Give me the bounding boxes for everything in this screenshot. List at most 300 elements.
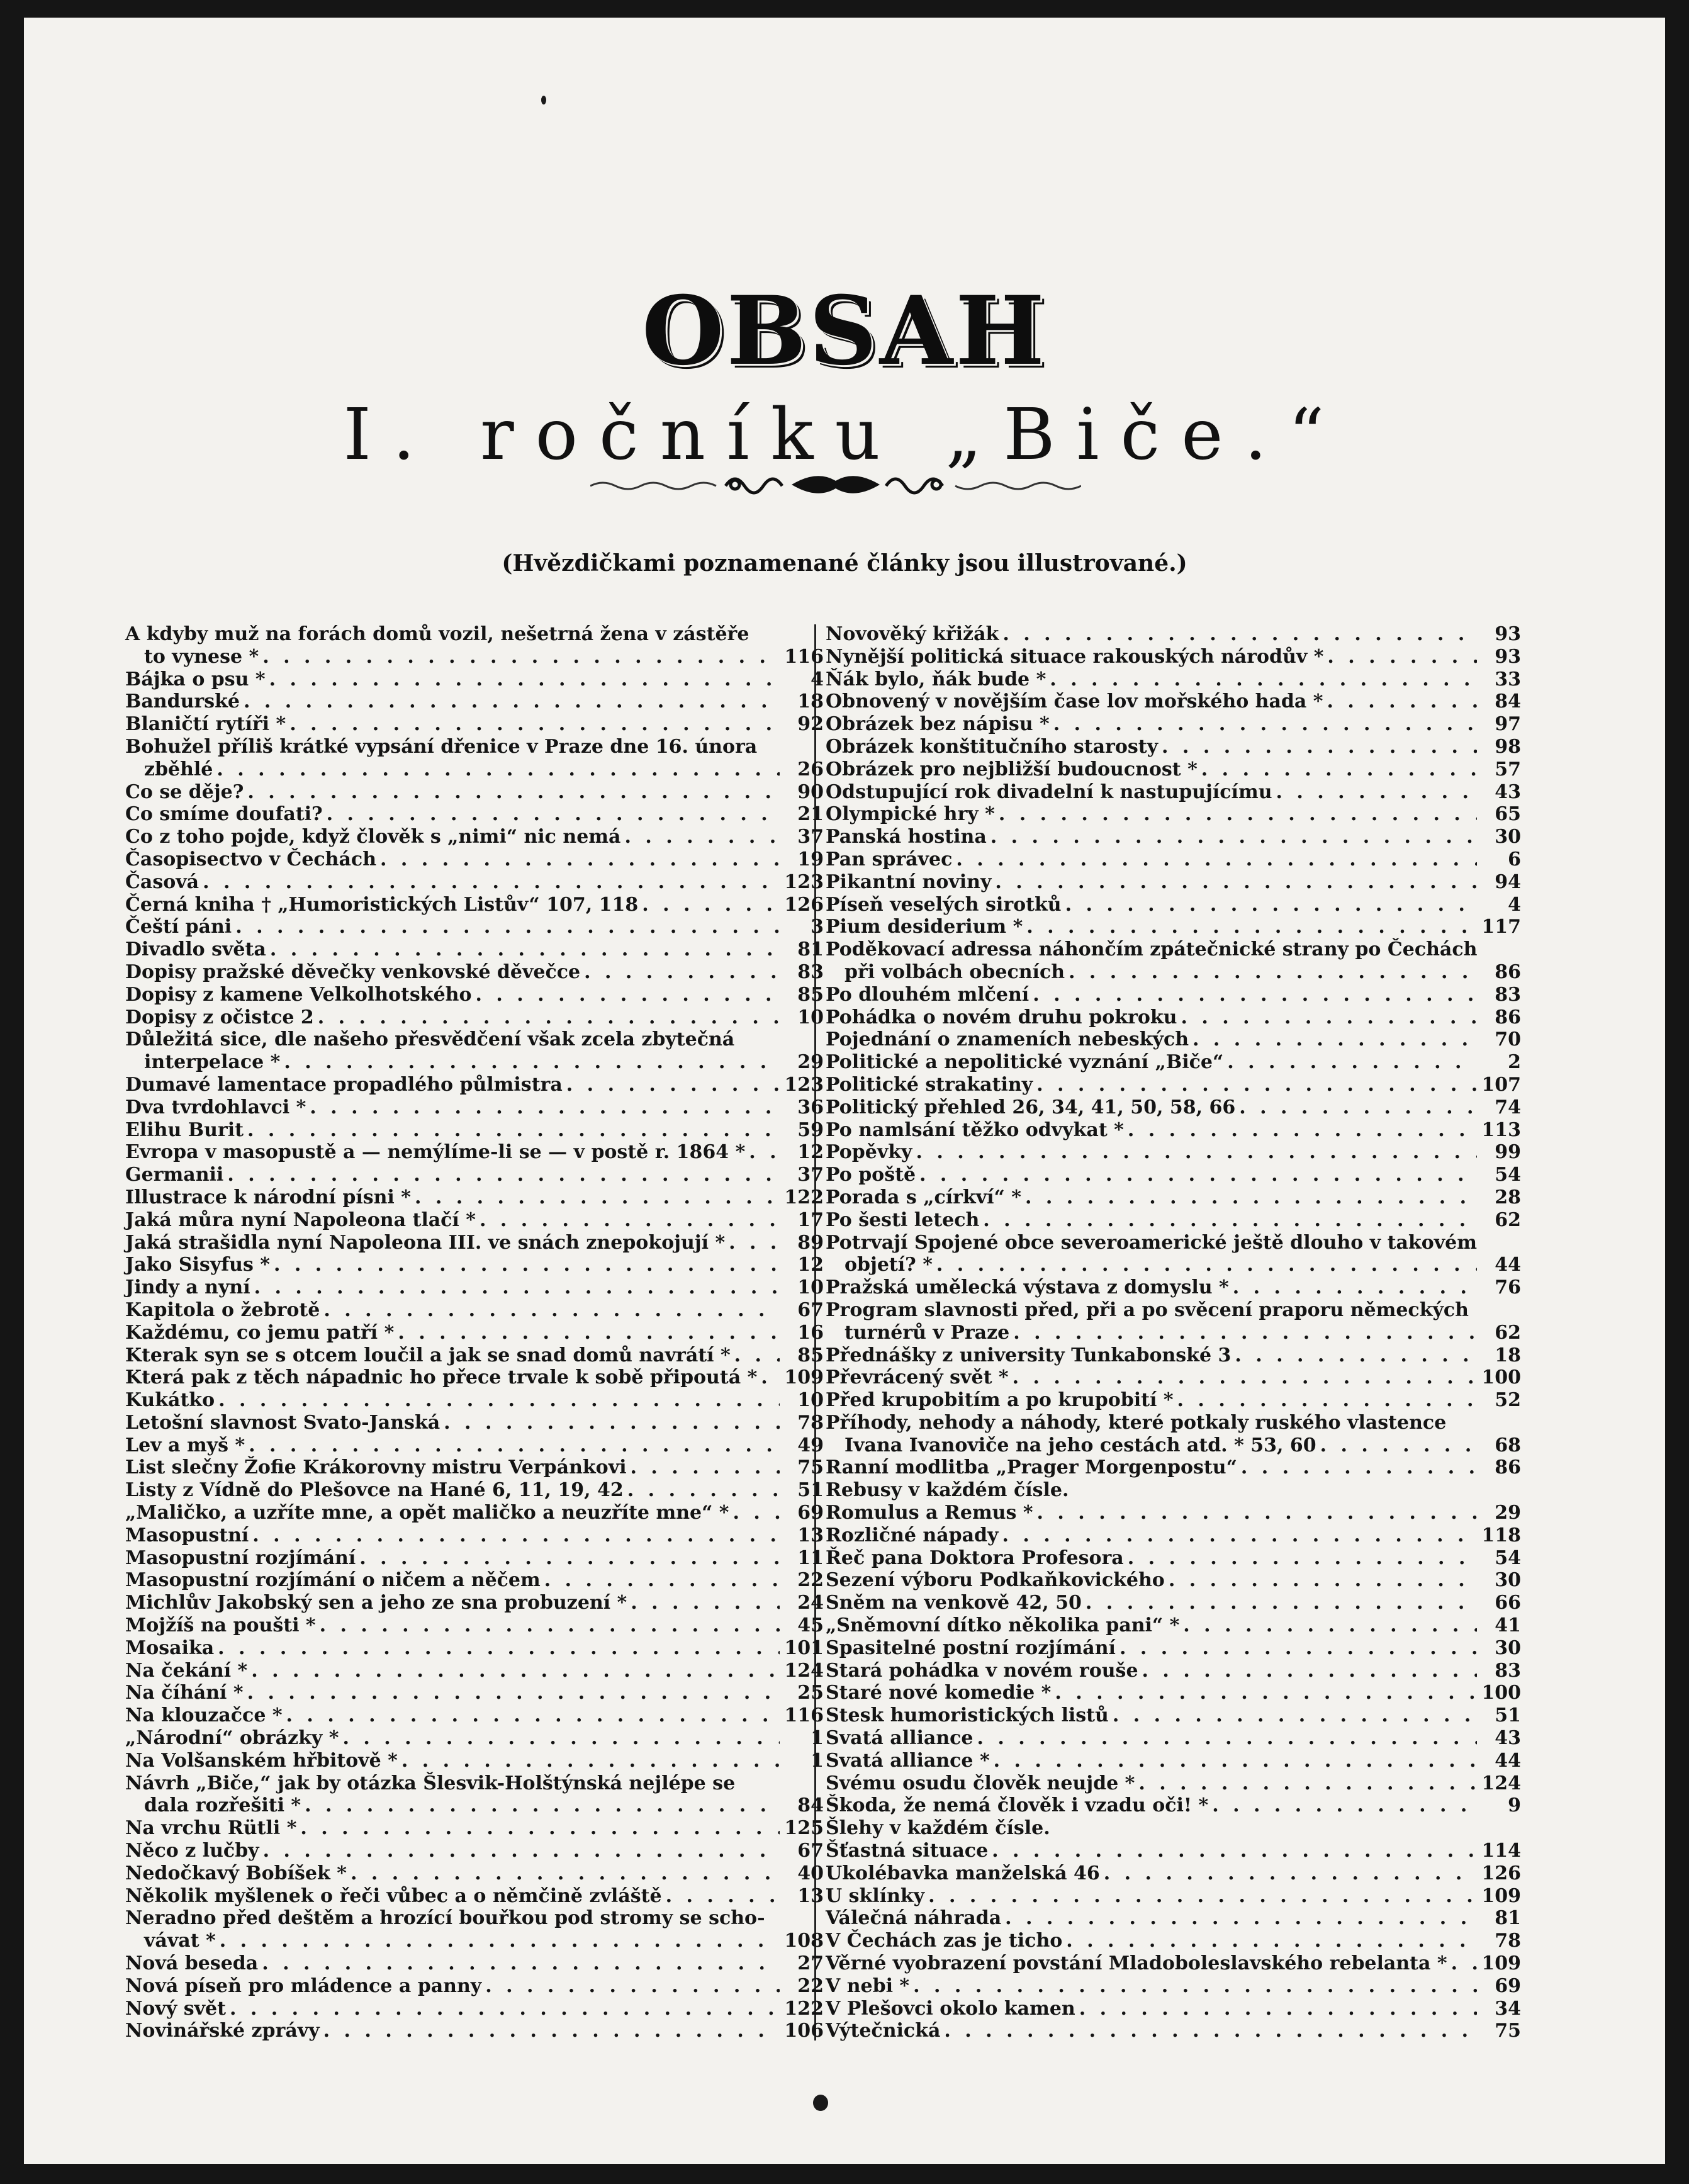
toc-entry xyxy=(826,1479,1521,1502)
toc-entry-title: Pojednání o znameních nebeských xyxy=(826,1028,1189,1051)
toc-entry-title-line1: Program slavnosti před, při a po svěcení praporu německých xyxy=(826,1298,1469,1321)
dot-leader xyxy=(1051,1682,1477,1704)
toc-entry xyxy=(826,1119,1521,1142)
dot-leader xyxy=(745,1141,780,1164)
toc-entry-title: Na čekání * xyxy=(125,1659,248,1682)
toc-entry xyxy=(125,1456,824,1479)
toc-entry-page: 62 xyxy=(1495,1321,1521,1344)
dot-leader xyxy=(280,1051,780,1074)
toc-entry xyxy=(125,1119,824,1142)
toc-entry-title: „Národní“ obrázky * xyxy=(125,1727,339,1750)
toc-entry xyxy=(125,1547,824,1570)
dot-leader xyxy=(1029,984,1477,1006)
toc-entry-page: 126 xyxy=(1481,1862,1521,1884)
dot-leader xyxy=(757,1366,780,1389)
page-subtitle: I. ročníku „Biče.“ xyxy=(343,394,1346,476)
toc-entry xyxy=(125,1952,824,1975)
toc-entry xyxy=(826,871,1521,894)
dot-leader xyxy=(627,1592,780,1614)
toc-entry-page: 40 xyxy=(797,1862,824,1884)
toc-entry-title: Co se děje? xyxy=(125,780,244,803)
toc-entry xyxy=(826,961,1521,984)
toc-entry xyxy=(826,803,1521,826)
toc-entry-page: 37 xyxy=(797,826,824,848)
toc-entry-page: 84 xyxy=(797,1794,824,1817)
dot-leader xyxy=(725,1232,780,1254)
dot-leader xyxy=(580,961,780,984)
toc-entry xyxy=(826,1028,1521,1051)
toc-entry xyxy=(125,1232,824,1254)
dot-leader xyxy=(1062,1930,1477,1952)
toc-entry-title: Kterak syn se s otcem loučil a jak se snad domů navrátí * xyxy=(125,1344,731,1366)
toc-entry-page: 74 xyxy=(1495,1096,1521,1118)
toc-entry xyxy=(826,1952,1521,1975)
toc-entry-title-line1: Důležitá sice, dle našeho přesvědčení však zcela zbytečná xyxy=(125,1028,735,1051)
toc-entry-page: 67 xyxy=(797,1298,824,1321)
dot-leader xyxy=(563,1074,780,1096)
toc-entry-page: 75 xyxy=(1495,2020,1521,2042)
toc-entry xyxy=(826,1344,1521,1367)
toc-entry xyxy=(826,1592,1521,1614)
dot-leader xyxy=(988,1840,1477,1862)
toc-entry-page: 27 xyxy=(797,1952,824,1975)
toc-entry xyxy=(826,1930,1521,1952)
toc-entry-page: 33 xyxy=(1495,668,1521,690)
dot-leader xyxy=(440,1412,780,1434)
toc-entry xyxy=(125,1794,824,1817)
toc-entry-title: Rebusy v každém čísle. xyxy=(826,1479,1069,1502)
dot-leader xyxy=(1174,1389,1477,1412)
toc-entry-title: Po poště xyxy=(826,1164,916,1186)
toc-entry-page: 83 xyxy=(1495,983,1521,1006)
dot-leader xyxy=(320,2020,780,2042)
toc-entry-page: 26 xyxy=(797,758,824,780)
toc-entry-page: 75 xyxy=(797,1456,824,1479)
dot-leader xyxy=(1158,736,1477,758)
toc-entry xyxy=(125,1344,824,1367)
toc-entry-page: 49 xyxy=(797,1434,824,1456)
toc-entry-line xyxy=(125,1907,824,1930)
toc-entry-title: Co z toho pojde, když člověk s „nimi“ nic nemá xyxy=(125,826,621,848)
toc-entry-page: 1 xyxy=(811,1749,824,1772)
dot-leader xyxy=(250,1276,780,1299)
toc-entry-page: 24 xyxy=(797,1592,824,1614)
toc-entry xyxy=(826,1614,1521,1637)
toc-entry xyxy=(125,1569,824,1592)
toc-entry-title: Jindy a nyní xyxy=(125,1276,250,1299)
toc-entry-title: Dopisy z očistce 2 xyxy=(125,1006,314,1028)
toc-entry-page: 86 xyxy=(1495,960,1521,983)
toc-entry-title: Masopustní xyxy=(125,1524,249,1546)
dot-leader xyxy=(1235,1096,1477,1119)
toc-entry-page: 100 xyxy=(1481,1682,1521,1704)
dot-leader xyxy=(247,1660,780,1682)
toc-entry-title: Dopisy z kamene Velkolhotského xyxy=(125,983,472,1006)
dot-leader xyxy=(216,1930,780,1952)
dot-leader xyxy=(1046,668,1477,691)
toc-entry-page: 125 xyxy=(784,1817,824,1840)
toc-entry xyxy=(826,1006,1521,1029)
dot-leader xyxy=(213,758,780,781)
toc-entry-title: Germanii xyxy=(125,1164,224,1186)
toc-entry-page: 76 xyxy=(1495,1276,1521,1299)
toc-entry-page: 6 xyxy=(1508,848,1521,870)
dot-leader xyxy=(226,1998,780,2020)
toc-entry-page: 62 xyxy=(1495,1208,1521,1231)
dot-leader xyxy=(232,916,780,938)
toc-entry-title: Po šesti letech xyxy=(826,1208,980,1231)
toc-entry-title: Bandurské xyxy=(125,690,240,713)
toc-entry-title: Nová píseň pro mládence a panny xyxy=(125,1974,482,1997)
dot-leader xyxy=(481,1975,780,1998)
toc-entry-page: 34 xyxy=(1495,1997,1521,2020)
toc-entry-title: Časopisectvo v Čechách xyxy=(125,848,377,870)
dot-leader xyxy=(638,894,780,916)
toc-entry-page: 44 xyxy=(1495,1254,1521,1276)
toc-entry xyxy=(125,1186,824,1209)
toc-entry xyxy=(125,938,824,961)
toc-entry-page: 109 xyxy=(1481,1952,1521,1975)
toc-entry-title: Blaničtí rytíři * xyxy=(125,713,286,736)
toc-entry-title: Po dlouhém mlčení xyxy=(826,983,1030,1006)
dot-leader xyxy=(1124,1547,1477,1570)
dot-leader xyxy=(1116,1637,1477,1660)
toc-entry-title: Illustrace k národní písni * xyxy=(125,1186,411,1208)
toc-entry xyxy=(125,1164,824,1186)
toc-entry xyxy=(826,1750,1521,1772)
toc-entry xyxy=(125,1817,824,1840)
toc-entry-title: Politické a nepolitické vyznání „Biče“ xyxy=(826,1051,1224,1074)
toc-entry xyxy=(125,1254,824,1276)
toc-entry-title: Dumavé lamentace propadlého půlmistra xyxy=(125,1073,563,1096)
toc-entry-page: 43 xyxy=(1495,780,1521,803)
dot-leader xyxy=(940,2020,1477,2042)
dot-leader xyxy=(249,1524,780,1547)
toc-entry-title: zběhlé xyxy=(144,758,213,780)
toc-entry-title: Ňák bylo, ňák bude * xyxy=(826,668,1047,690)
toc-entry-title: Bájka o psu * xyxy=(125,668,266,690)
toc-entry-page: 54 xyxy=(1495,1164,1521,1186)
toc-entry xyxy=(826,826,1521,848)
toc-entry-page: 54 xyxy=(1495,1546,1521,1569)
dot-leader xyxy=(259,1840,780,1862)
dot-leader xyxy=(1189,1028,1477,1051)
dot-leader xyxy=(398,1750,780,1772)
toc-entry-page: 68 xyxy=(1495,1434,1521,1456)
dot-leader xyxy=(1138,1660,1477,1682)
toc-entry-title: Mosaika xyxy=(125,1636,215,1659)
toc-entry-title: Politické strakatiny xyxy=(826,1073,1033,1096)
toc-entry-title: Obnovený v novějším čase lov mořského hada * xyxy=(826,690,1323,713)
toc-entry-title: Mojžíš na poušti * xyxy=(125,1614,316,1637)
toc-entry xyxy=(826,848,1521,871)
toc-entry-title: Co smíme doufati? xyxy=(125,803,323,826)
dot-leader xyxy=(620,826,780,848)
toc-entry-page: 85 xyxy=(797,983,824,1006)
toc-entry-title: Něco z lučby xyxy=(125,1840,259,1862)
toc-entry-title: Letošní slavnost Svato-Janská xyxy=(125,1411,440,1434)
toc-entry-title-line1: Bohužel příliš krátké vypsání dřenice v Praze dne 16. února xyxy=(125,735,758,758)
toc-entry xyxy=(125,1209,824,1232)
toc-entry-page: 109 xyxy=(784,1366,824,1389)
ink-speck xyxy=(813,2095,828,2111)
toc-entry-page: 81 xyxy=(1495,1907,1521,1930)
dot-leader xyxy=(1009,1322,1477,1344)
toc-entry-page: 109 xyxy=(1481,1884,1521,1907)
toc-entry-page: 81 xyxy=(797,938,824,961)
toc-entry-page: 122 xyxy=(784,1186,824,1208)
toc-entry-page: 3 xyxy=(811,916,824,938)
toc-entry-title-line1: Potrvají Spojené obce severoamerické ještě dlouho v takovém xyxy=(826,1231,1477,1254)
toc-entry-page: 28 xyxy=(1495,1186,1521,1208)
toc-entry-title: Kukátko xyxy=(125,1389,215,1412)
dot-leader xyxy=(991,871,1477,894)
toc-entry-title: Novověký křižák xyxy=(826,623,999,645)
toc-entry-title: List slečny Žofie Krákorovny mistru Verpánkovi xyxy=(125,1456,627,1479)
toc-entry-page: 21 xyxy=(797,803,824,826)
toc-entry-title: Pium desiderium * xyxy=(826,916,1023,938)
toc-entry-line xyxy=(826,1412,1521,1434)
toc-entry-title-line1: Neradno před deštěm a hrozící bouřkou pod stromy se scho- xyxy=(125,1907,765,1930)
toc-entry-title: Čeští páni xyxy=(125,916,232,938)
dot-leader xyxy=(316,1614,780,1637)
dot-leader xyxy=(1124,1119,1477,1142)
toc-entry-page: 106 xyxy=(784,2020,824,2042)
toc-entry-page: 37 xyxy=(797,1164,824,1186)
toc-entry xyxy=(826,1524,1521,1547)
illustration-note: (Hvězdičkami poznamenané články jsou illustrované.) xyxy=(502,550,1187,577)
toc-entry-title: Divadlo světa xyxy=(125,938,266,961)
toc-entry-page: 13 xyxy=(797,1524,824,1546)
toc-entry-page: 108 xyxy=(784,1930,824,1952)
dot-leader xyxy=(244,1682,780,1704)
toc-entry xyxy=(125,1862,824,1885)
toc-entry-page: 10 xyxy=(797,1389,824,1412)
toc-entry-page: 10 xyxy=(797,1006,824,1028)
toc-entry xyxy=(826,690,1521,713)
toc-entry-title: Sezení výboru Podkaňkovického xyxy=(826,1569,1165,1592)
toc-entry-page: 83 xyxy=(797,960,824,983)
toc-entry xyxy=(125,1998,824,2020)
toc-entry-title-line1: Příhody, nehody a náhody, které potkaly ruského vlastence xyxy=(826,1411,1447,1434)
toc-entry-page: 17 xyxy=(797,1208,824,1231)
toc-entry-page: 9 xyxy=(1508,1794,1521,1817)
toc-entry-page: 11 xyxy=(797,1546,824,1569)
toc-entry-title: U sklínky xyxy=(826,1884,925,1907)
toc-entry-page: 4 xyxy=(1508,893,1521,916)
toc-entry-title: Olympické hry * xyxy=(826,803,995,826)
toc-entry-page: 43 xyxy=(1495,1727,1521,1750)
toc-entry xyxy=(125,1006,824,1029)
toc-entry xyxy=(826,916,1521,938)
dot-leader xyxy=(240,690,780,713)
dot-leader xyxy=(223,1164,780,1186)
dot-leader xyxy=(356,1547,780,1570)
toc-entry xyxy=(826,1322,1521,1344)
toc-entry xyxy=(826,1434,1521,1457)
toc-entry-title: Nový svět xyxy=(125,1997,227,2020)
toc-entry-page: 12 xyxy=(797,1254,824,1276)
toc-entry-page: 86 xyxy=(1495,1456,1521,1479)
toc-entry-title: Svatá alliance * xyxy=(826,1749,990,1772)
toc-entry-page: 123 xyxy=(784,1073,824,1096)
toc-entry-line xyxy=(826,938,1521,961)
dot-leader xyxy=(979,1209,1477,1232)
toc-entry-page: 93 xyxy=(1495,645,1521,668)
dot-leader xyxy=(1109,1704,1477,1727)
toc-entry xyxy=(826,2020,1521,2042)
page-sheet xyxy=(24,18,1665,2164)
toc-entry-page: 116 xyxy=(784,1704,824,1727)
toc-entry-page: 18 xyxy=(1495,1344,1521,1366)
toc-entry-line xyxy=(125,623,824,646)
toc-entry-page: 118 xyxy=(1481,1524,1521,1546)
toc-entry-title: Jaká strašidla nyní Napoleona III. ve snách znepokojují * xyxy=(125,1231,726,1254)
toc-entry-page: 89 xyxy=(797,1231,824,1254)
toc-entry-title: Pražská umělecká výstava z domyslu * xyxy=(826,1276,1229,1299)
ink-speck xyxy=(541,96,546,104)
toc-entry-page: 85 xyxy=(797,1344,824,1366)
toc-entry-title: objetí? * xyxy=(844,1254,933,1276)
toc-entry-page: 86 xyxy=(1495,1006,1521,1028)
toc-entry-page: 22 xyxy=(797,1974,824,1997)
toc-entry-page: 92 xyxy=(797,713,824,736)
toc-entry-title: dala rozřešiti * xyxy=(144,1794,301,1817)
toc-entry-title: Novinářské zprávy xyxy=(125,2020,320,2042)
dot-leader xyxy=(245,1434,780,1457)
toc-entry xyxy=(826,1840,1521,1862)
toc-entry-title: Černá kniha † „Humoristických Listův“ 107, 118 xyxy=(125,893,639,916)
dot-leader xyxy=(1272,781,1477,804)
toc-entry-title: Nynější politická situace rakouských národův * xyxy=(826,645,1324,668)
toc-entry-title: Masopustní rozjímání xyxy=(125,1546,356,1569)
toc-entry-page: 78 xyxy=(797,1411,824,1434)
toc-entry-title: Obrázek konštitučního starosty xyxy=(826,735,1159,758)
toc-entry-page: 30 xyxy=(1495,1569,1521,1592)
toc-entry-title: Romulus a Remus * xyxy=(826,1502,1033,1524)
toc-entry-page: 30 xyxy=(1495,826,1521,848)
toc-entry-page: 36 xyxy=(797,1096,824,1118)
contents-column-left xyxy=(125,623,824,2042)
toc-entry-title: Na číhání * xyxy=(125,1682,244,1704)
toc-entry-title: Rozličné nápady xyxy=(826,1524,999,1546)
toc-entry xyxy=(125,1660,824,1682)
dot-leader xyxy=(624,1479,780,1502)
toc-entry xyxy=(826,1660,1521,1682)
toc-entry xyxy=(125,1614,824,1637)
dot-leader xyxy=(1065,961,1477,984)
toc-entry-page: 107 xyxy=(1481,1073,1521,1096)
toc-entry-line xyxy=(826,1299,1521,1322)
toc-entry-title: interpelace * xyxy=(144,1051,281,1074)
toc-entry xyxy=(826,646,1521,668)
toc-entry-title: Listy z Vídně do Plešovce na Hané 6, 11, 19, 42 xyxy=(125,1479,624,1502)
toc-entry xyxy=(826,1141,1521,1164)
dot-leader xyxy=(394,1322,780,1344)
dot-leader xyxy=(1021,1186,1477,1209)
toc-entry-title: Časová xyxy=(125,870,199,893)
dot-leader xyxy=(627,1456,780,1479)
toc-entry xyxy=(125,1141,824,1164)
dot-leader xyxy=(1135,1772,1477,1795)
toc-entry xyxy=(826,1794,1521,1817)
toc-entry xyxy=(826,1164,1521,1186)
toc-entry xyxy=(826,713,1521,736)
toc-entry xyxy=(125,1502,824,1524)
dot-leader xyxy=(912,1141,1477,1164)
toc-entry xyxy=(826,1637,1521,1660)
toc-entry-page: 51 xyxy=(1495,1704,1521,1727)
toc-entry-title: Před krupobitím a po krupobití * xyxy=(826,1389,1174,1412)
toc-entry-title: Píseň veselých sirotků xyxy=(826,893,1062,916)
toc-entry-title: V nebi * xyxy=(826,1974,910,1997)
toc-entry-page: 2 xyxy=(1508,1051,1521,1074)
toc-entry-title: Odstupující rok divadelní k nastupujícímu xyxy=(826,780,1272,803)
toc-entry xyxy=(125,1299,824,1322)
toc-entry xyxy=(826,1547,1521,1570)
toc-entry-title: Ivana Ivanoviče na jeho cestách atd. * 53, 60 xyxy=(844,1434,1316,1456)
dot-leader xyxy=(1009,1366,1477,1389)
dot-leader xyxy=(306,1096,780,1119)
dot-leader xyxy=(1231,1344,1477,1367)
dot-leader xyxy=(1237,1456,1477,1479)
toc-entry-title: Obrázek pro nejbližší budoucnost * xyxy=(826,758,1198,780)
toc-entry-line xyxy=(125,1772,824,1795)
toc-entry xyxy=(125,826,824,848)
toc-entry xyxy=(826,1907,1521,1930)
toc-entry-page: 66 xyxy=(1495,1592,1521,1614)
toc-entry xyxy=(826,1276,1521,1299)
toc-entry-page: 98 xyxy=(1495,735,1521,758)
toc-entry-title: Škoda, že nemá člověk i vzadu oči! * xyxy=(826,1794,1209,1817)
toc-entry-title: Pan správec xyxy=(826,848,953,870)
toc-entry-title: Šťastná situace xyxy=(826,1840,989,1862)
toc-entry xyxy=(826,1186,1521,1209)
toc-entry xyxy=(826,758,1521,781)
toc-entry xyxy=(125,871,824,894)
dot-leader xyxy=(1023,916,1477,938)
dot-leader xyxy=(1082,1592,1477,1614)
toc-entry xyxy=(125,1051,824,1074)
dot-leader xyxy=(244,1119,780,1142)
toc-entry-page: 84 xyxy=(1495,690,1521,713)
toc-entry xyxy=(125,1276,824,1299)
dot-leader xyxy=(314,1006,780,1029)
toc-entry xyxy=(125,758,824,781)
toc-entry xyxy=(125,690,824,713)
dot-leader xyxy=(952,848,1477,871)
toc-entry-page: 18 xyxy=(797,690,824,713)
toc-entry-title: Sněm na venkově 42, 50 xyxy=(826,1592,1082,1614)
dot-leader xyxy=(1001,1907,1477,1930)
dot-leader xyxy=(1033,1074,1477,1096)
toc-entry-title: „Maličko, a uzříte mne, a opět maličko a neuzříte mne“ * xyxy=(125,1502,729,1524)
dot-leader xyxy=(909,1975,1477,1998)
toc-entry-page: 44 xyxy=(1495,1749,1521,1772)
toc-entry-page: 117 xyxy=(1481,916,1521,938)
dot-leader xyxy=(998,1524,1477,1547)
dot-leader xyxy=(1075,1998,1477,2020)
toc-entry xyxy=(125,1479,824,1502)
toc-entry-title: Ukolébavka manželská 46 xyxy=(826,1862,1100,1884)
toc-entry-title: Politický přehled 26, 34, 41, 50, 58, 66 xyxy=(826,1096,1236,1118)
dot-leader xyxy=(541,1569,780,1592)
toc-entry-title: Na klouzačce * xyxy=(125,1704,283,1727)
toc-entry xyxy=(125,1434,824,1457)
toc-entry xyxy=(125,1412,824,1434)
toc-entry-title: Svatá alliance xyxy=(826,1727,974,1750)
dot-leader xyxy=(916,1164,1477,1186)
